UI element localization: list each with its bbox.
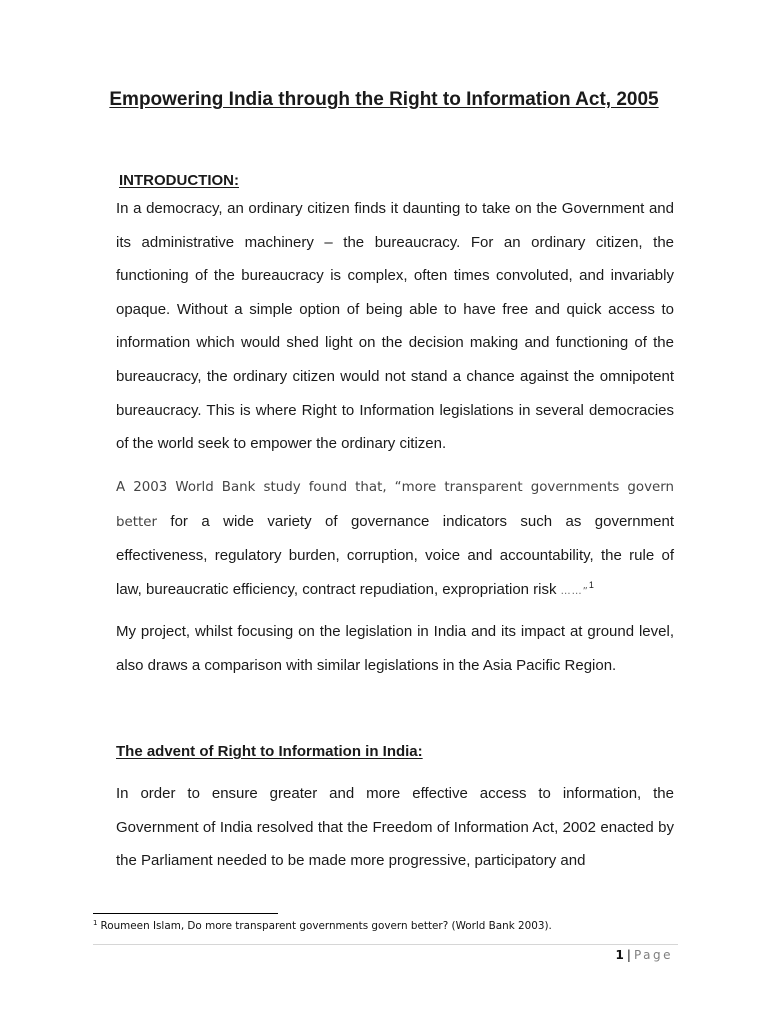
page-number: 1 [615, 948, 624, 962]
paragraph-world-bank [116, 470, 674, 608]
paragraph-project-scope: My project, whilst focusing on the legislation in India and its impact at ground level, also draws a comparison with similar legislations in the Asia Pacific Region. [116, 623, 674, 674]
footnote-text: Roumeen Islam, Do more transparent governments govern better? (World Bank 2003). [100, 920, 552, 932]
footnote-separator [93, 913, 278, 914]
document-title: Empowering India through the Right to Information Act, 2005 [109, 89, 659, 110]
page-footer [616, 948, 673, 962]
footnote [93, 920, 552, 932]
paragraph-advent: In order to ensure greater and more effective access to information, the Government of India resolved that the Freedom of Information Act, 2002 enacted by the Parliament needed to be made more progressive, participatory and [116, 785, 674, 870]
footnote-number: 1 [93, 919, 98, 927]
paragraph-democracy: In a democracy, an ordinary citizen finds it daunting to take on the Government and its administrative machinery – the bureaucracy. For an ordinary citizen, the functioning of the bureaucracy is complex, often times convoluted, and invariably opaque. Without a simple option of being able to have free and quick access to information which would shed light on the decision making and functioning of the bureaucracy, the ordinary citizen would not stand a chance against the omnipotent bureaucracy. This is where Right to Information legislations in several democracies of the world seek to empower the ordinary citizen. [116, 200, 674, 453]
introduction-heading: INTRODUCTION: [119, 172, 239, 189]
quote-ellipsis: ……” [560, 585, 589, 597]
section-heading-advent: The advent of Right to Information in India: [116, 743, 423, 760]
world-bank-quote-body: for a wide variety of governance indicators such as government effectiveness, regulatory burden, corruption, voice and accountability, the rule of law, bureaucratic efficiency, contract repudiation, expropriation risk [116, 512, 674, 598]
page-label: Page [633, 948, 673, 962]
footnote-reference[interactable]: 1 [588, 579, 594, 590]
world-bank-quote-lead: A 2003 World Bank study found that, “more transparent governments govern better [116, 480, 674, 530]
footer-separator: | [626, 948, 631, 962]
footer-divider [93, 944, 678, 945]
